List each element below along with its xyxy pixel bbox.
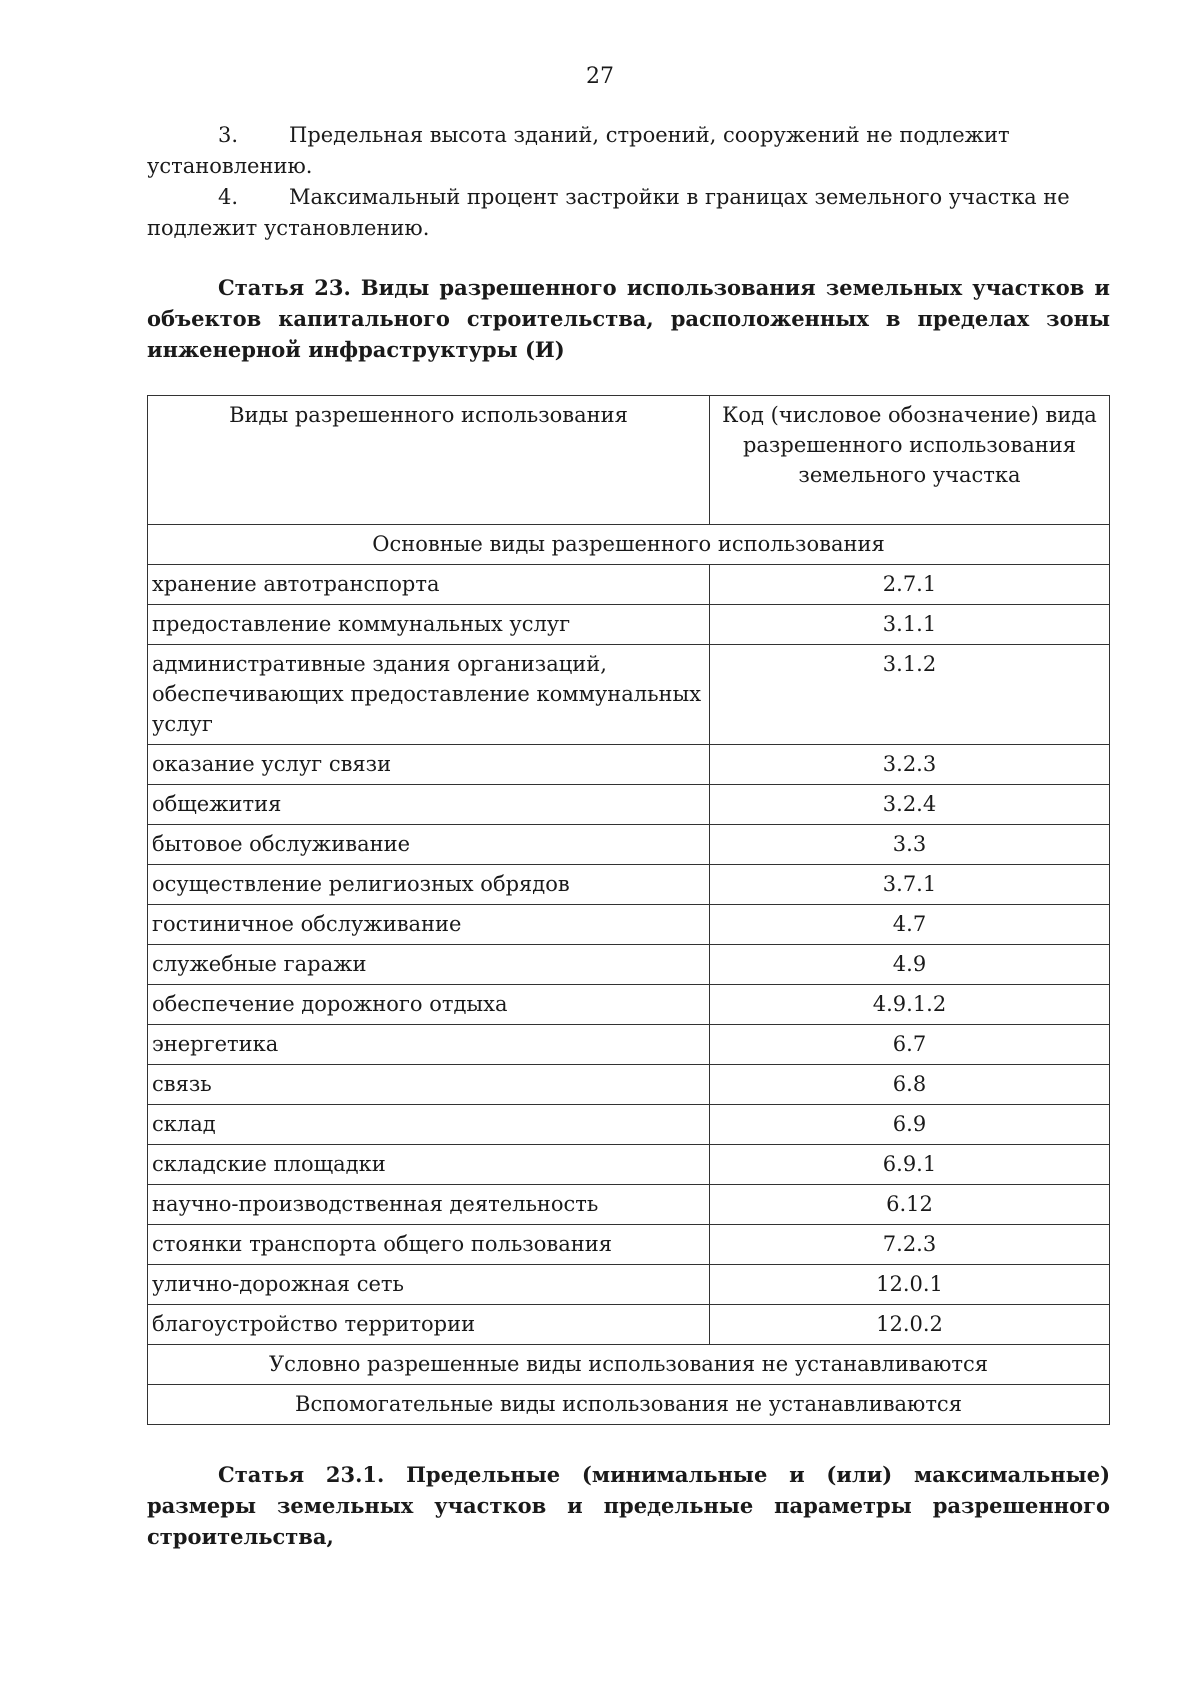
use-name-cell: общежития (148, 785, 710, 825)
table-row (148, 1065, 1110, 1105)
use-name-cell: административные здания организаций, обеспечивающих предоставление коммунальных услуг (148, 645, 710, 745)
article-23-heading: Статья 23. Виды разрешенного использования земельных участков и объектов капитального строительства, расположенных в пределах зоны инженерной инфраструктуры (И) (147, 275, 1110, 362)
table-row (148, 1225, 1110, 1265)
table-rows (148, 565, 1110, 1345)
use-name-cell: научно-производственная деятельность (148, 1185, 710, 1225)
use-name-cell: склад (148, 1105, 710, 1145)
use-code-cell: 12.0.1 (710, 1265, 1110, 1305)
section-conditional-uses: Условно разрешенные виды использования не устанавливаются (148, 1345, 1110, 1385)
use-code-cell: 4.9 (710, 945, 1110, 985)
table-row (148, 905, 1110, 945)
paragraph-4-text: Максимальный процент застройки в границах земельного участка не (289, 185, 1070, 209)
use-name-cell: улично-дорожная сеть (148, 1265, 710, 1305)
table-row (148, 865, 1110, 905)
table-row (148, 785, 1110, 825)
use-code-cell: 3.2.4 (710, 785, 1110, 825)
use-code-cell: 2.7.1 (710, 565, 1110, 605)
page-number: 27 (586, 64, 614, 89)
table-row (148, 1185, 1110, 1225)
header-use-name: Виды разрешенного использования (148, 396, 710, 525)
use-code-cell: 12.0.2 (710, 1305, 1110, 1345)
table-row (148, 645, 1110, 745)
table-header-row (148, 396, 1110, 525)
use-name-cell: стоянки транспорта общего пользования (148, 1225, 710, 1265)
use-name-cell: служебные гаражи (148, 945, 710, 985)
paragraph-3 (147, 120, 1110, 182)
use-name-cell: гостиничное обслуживание (148, 905, 710, 945)
table-row (148, 1025, 1110, 1065)
paragraph-4-number: 4. (218, 185, 239, 209)
use-code-cell: 6.12 (710, 1185, 1110, 1225)
use-name-cell: хранение автотранспорта (148, 565, 710, 605)
use-name-cell: складские площадки (148, 1145, 710, 1185)
section-main-uses: Основные виды разрешенного использования (148, 525, 1110, 565)
use-code-cell: 3.3 (710, 825, 1110, 865)
paragraph-number (147, 123, 218, 147)
table-section-row (148, 525, 1110, 565)
use-name-cell: связь (148, 1065, 710, 1105)
table-row (148, 985, 1110, 1025)
permitted-uses-table (147, 395, 1110, 1425)
paragraph-3-text: Предельная высота зданий, строений, сооружений не подлежит (289, 123, 1010, 147)
table-section-row (148, 1385, 1110, 1425)
use-code-cell: 6.9.1 (710, 1145, 1110, 1185)
use-name-cell: обеспечение дорожного отдыха (148, 985, 710, 1025)
table-row (148, 1305, 1110, 1345)
document-body (147, 120, 1110, 1552)
use-name-cell: благоустройство территории (148, 1305, 710, 1345)
use-code-cell: 7.2.3 (710, 1225, 1110, 1265)
paragraph-4 (147, 182, 1110, 244)
table-row (148, 825, 1110, 865)
use-name-cell: бытовое обслуживание (148, 825, 710, 865)
table-row (148, 745, 1110, 785)
table-row (148, 1105, 1110, 1145)
use-code-cell: 3.7.1 (710, 865, 1110, 905)
use-name-cell: энергетика (148, 1025, 710, 1065)
use-code-cell: 6.7 (710, 1025, 1110, 1065)
article-23-1-heading: Статья 23.1. Предельные (минимальные и (или) максимальные) размеры земельных участков и предельные параметры разрешенного строительства, (147, 1462, 1110, 1549)
table-row (148, 565, 1110, 605)
use-code-cell: 4.9.1.2 (710, 985, 1110, 1025)
header-use-code: Код (числовое обозначение) вида разрешенного использования земельного участка (710, 396, 1110, 525)
table-section-row (148, 1345, 1110, 1385)
use-code-cell: 3.2.3 (710, 745, 1110, 785)
use-name-cell: предоставление коммунальных услуг (148, 605, 710, 645)
use-name-cell: осуществление религиозных обрядов (148, 865, 710, 905)
table-row (148, 1145, 1110, 1185)
section-auxiliary-uses: Вспомогательные виды использования не устанавливаются (148, 1385, 1110, 1425)
use-code-cell: 3.1.2 (710, 645, 1110, 745)
table-row (148, 605, 1110, 645)
use-code-cell: 6.8 (710, 1065, 1110, 1105)
paragraph-3-continuation: установлению. (147, 154, 313, 178)
table-row (148, 1265, 1110, 1305)
paragraph-3-number: 3. (218, 123, 239, 147)
paragraph-4-continuation: подлежит установлению. (147, 216, 430, 240)
table-row (148, 945, 1110, 985)
use-code-cell: 4.7 (710, 905, 1110, 945)
use-name-cell: оказание услуг связи (148, 745, 710, 785)
use-code-cell: 6.9 (710, 1105, 1110, 1145)
use-code-cell: 3.1.1 (710, 605, 1110, 645)
